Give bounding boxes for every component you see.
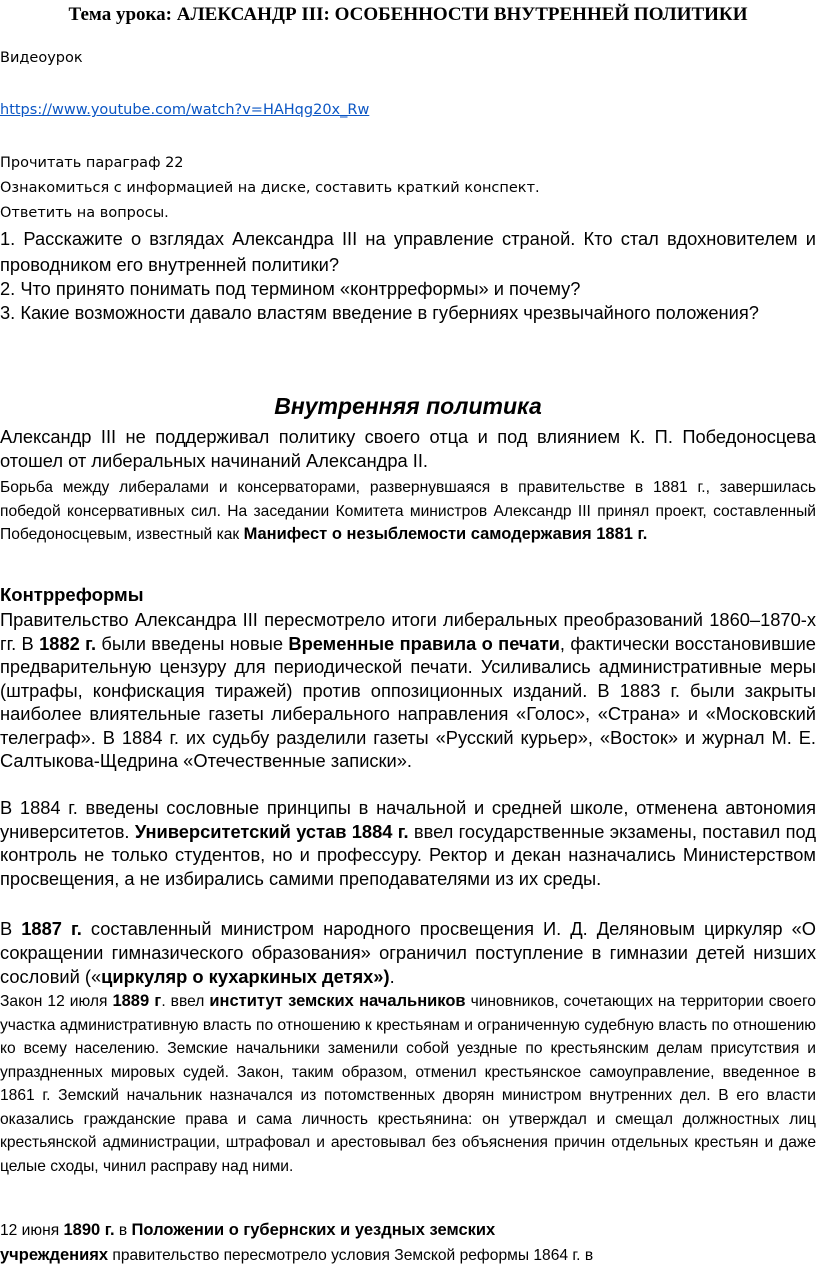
university-charter-term: Университетский устав 1884 г.	[134, 820, 409, 842]
zemstvo-regulation-term: Положении о губернских и уездных земских	[131, 1221, 496, 1239]
counter-reforms-heading: Контрреформы	[0, 584, 144, 605]
zemstvo-regulation-term-end: учреждениях	[0, 1246, 109, 1264]
year-1890: 1890 г.	[63, 1221, 115, 1239]
zemstvo-chiefs-paragraph: Закон 12 июля 1889 г. ввел институт земских начальников чиновников, сочетающих на территории своего участка административную власть по отношению к крестьянам и ограниченную судебную власть по отношению ко всему населению. Земские начальники заменили собой уездные по крестьянским делам присутствия и упраздненных мировых судей. Закон, таким образом, отменил крестьянское самоуправление, введенное в 1861 г. Земский начальник назначался из потомственных дворян министром внутренних дел. В его власти оказались гражданские права и сама личность крестьянина: он утверждал и смещал должностных лиц крестьянской администрации, штрафовал и арестовывал без объяснения причин отдельных крестьян и даже целые сходы, чинил расправу над ними.	[0, 992, 816, 1175]
year-1889: 1889 г	[112, 992, 162, 1010]
year-1887: 1887 г.	[21, 918, 82, 939]
question-1: 1. Расскажите о взглядах Александра III на управление страной. Кто стал вдохновителем и проводником его внутренней политики?	[0, 228, 816, 275]
year-1882: 1882 г.	[39, 632, 97, 654]
video-label: Видеоурок	[0, 50, 83, 66]
regulation-1890-paragraph: 12 июня 1890 г. в Положении о губернских и уездных земских учреждениях правительство пересмотрело условия Земской реформы 1864 г. в	[0, 1221, 594, 1264]
struggle-text: Борьба между либералами и консерваторами, развернувшаяся в правительстве в 1881 г., завершилась победой консервативных сил. На заседании Комитета министров Александр III принял проект, составленный Победоносцевым, известный как	[0, 479, 816, 543]
lesson-title: Тема урока: АЛЕКСАНДР III: ОСОБЕННОСТИ ВНУТРЕННЕЙ ПОЛИТИКИ	[68, 4, 748, 25]
circular-paragraph: В 1887 г. составленный министром народного просвещения И. Д. Деляновым циркуляр «О сокращении гимназического образования» ограничил поступление в гимназии детей низших сословий («циркуляр о кухаркиных детях»).	[0, 918, 816, 987]
cook-children-circular-term: циркуляр о кухаркиных детях»)	[101, 966, 390, 987]
intro-paragraph: Александр III не поддерживал политику своего отца и под влиянием К. П. Победоносцева отошел от либеральных начинаний Александра II.	[0, 426, 816, 471]
video-link[interactable]: https://www.youtube.com/watch?v=HAHqg20x_Rw	[0, 102, 370, 118]
question-3: 3. Какие возможности давало властям введение в губерниях чрезвычайного положения?	[0, 302, 759, 323]
zemstvo-chiefs-term: институт земских начальников	[209, 992, 466, 1010]
manifesto-term: Манифест о незыблемости самодержавия 1881 г.	[243, 525, 648, 543]
section-title: Внутренняя политика	[274, 393, 542, 419]
press-rules-term: Временные правила о печати	[288, 632, 560, 654]
task-summary: Ознакомиться с информацией на диске, составить краткий конспект.	[0, 180, 540, 196]
task-answer: Ответить на вопросы.	[0, 205, 169, 221]
task-read: Прочитать параграф 22	[0, 155, 184, 171]
struggle-paragraph	[0, 476, 816, 547]
question-2: 2. Что принято понимать под термином «контрреформы» и почему?	[0, 278, 581, 299]
press-paragraph: Правительство Александра III пересмотрело итоги либеральных преобразований 1860–1870-х гг. В 1882 г. были введены новые Временные правила о печати, фактически восстановившие предварительную цензуру для периодической печати. Усиливались административные меры (штрафы, конфискация тиражей) против оппозиционных изданий. В 1883 г. были закрыты наиболее влиятельные газеты либерального направления «Голос», «Страна» и «Московский телеграф». В 1884 г. их судьбу разделили газеты «Русский курьер», «Восток» и журнал М. Е. Салтыкова-Щедрина «Отечественные записки».	[0, 609, 816, 771]
education-paragraph: В 1884 г. введены сословные принципы в начальной и средней школе, отменена автономия университетов. Университетский устав 1884 г. ввел государственные экзамены, поставил под контроль не только студентов, но и профессуру. Ректор и декан назначались Министерством просвещения, а не избирались самими преподавателями из их среды.	[0, 797, 816, 889]
